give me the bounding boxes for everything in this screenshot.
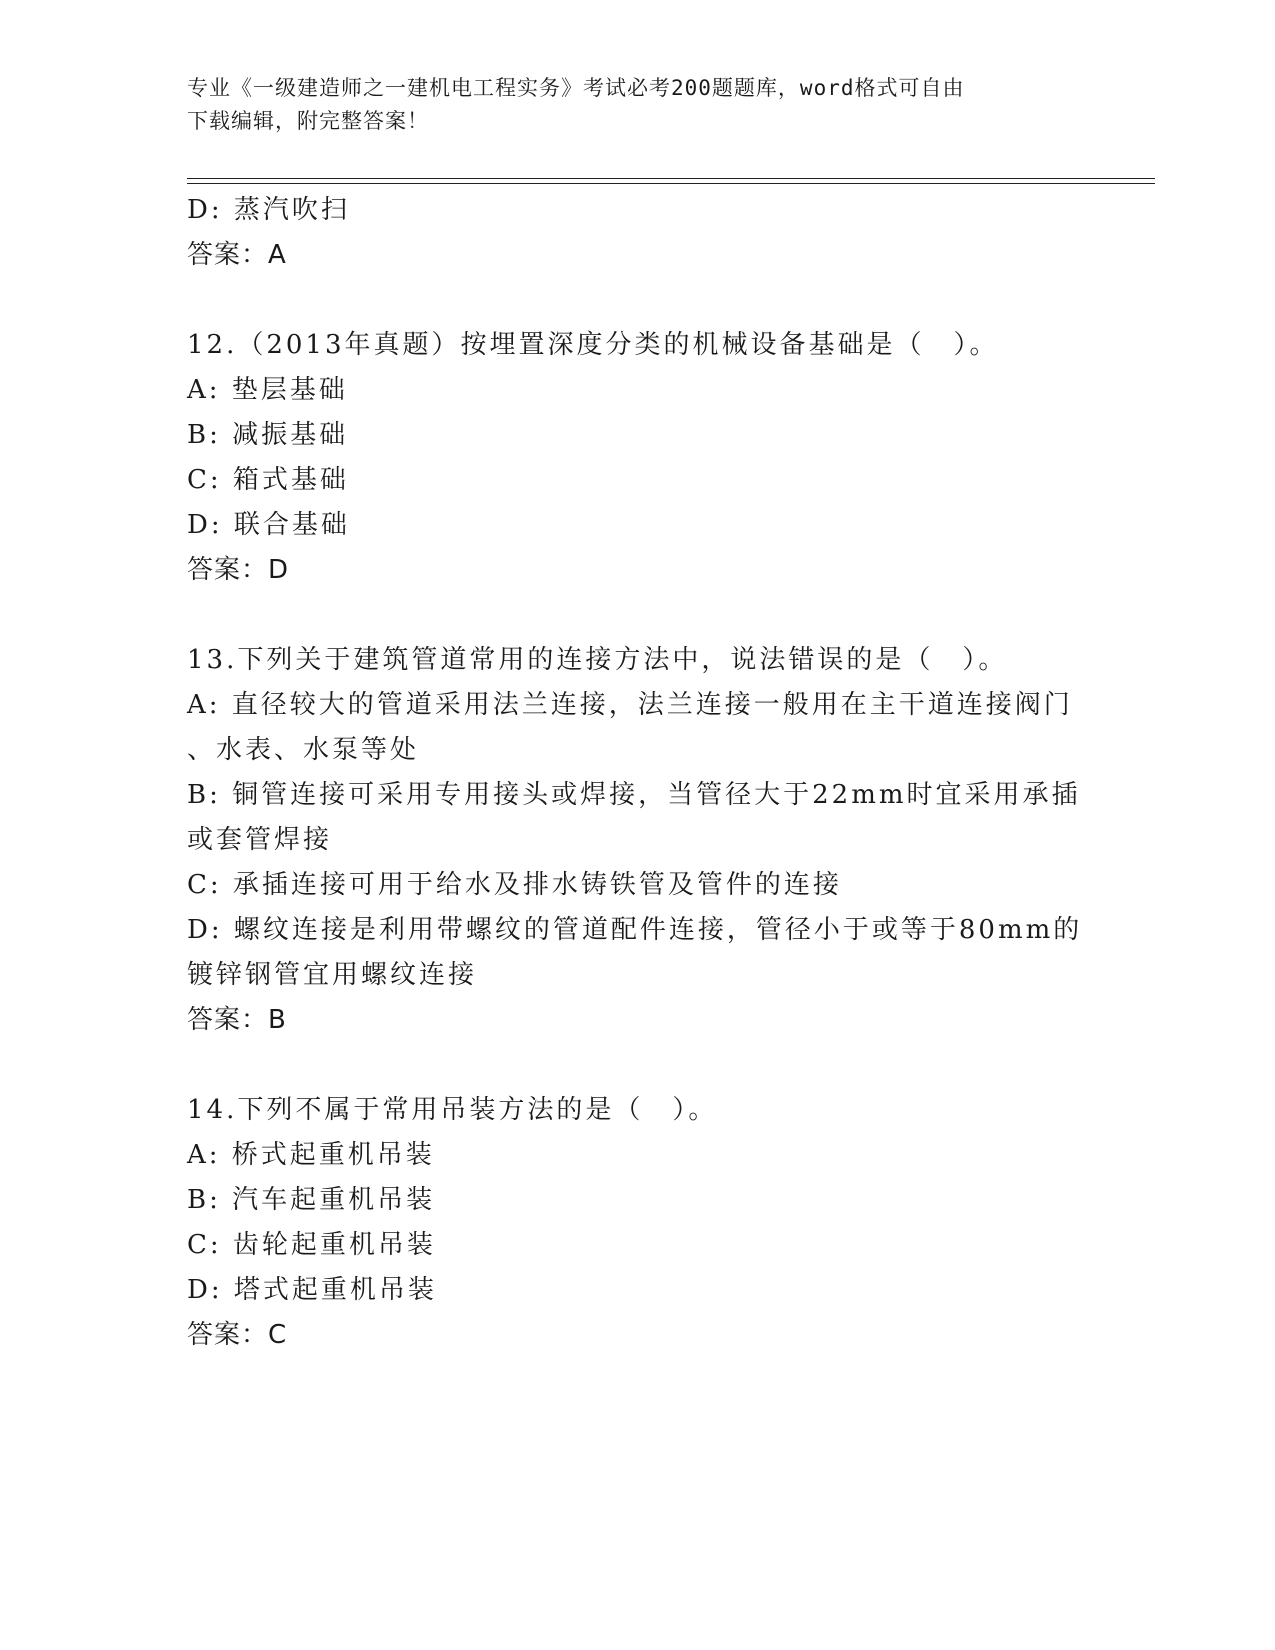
question-text: 13.下列关于建筑管道常用的连接方法中，说法错误的是（ ）。 [187,645,1008,675]
answer: 答案：C [187,1320,288,1350]
option-d: D: 蒸汽吹扫 [187,195,350,225]
header-line-2: 下载编辑，附完整答案！ [187,109,429,133]
question-text: 12.（2013年真题）按埋置深度分类的机械设备基础是（ ）。 [187,330,999,360]
answer: 答案：D [187,555,290,585]
answer: 答案：A [187,240,287,270]
document-body [187,188,1087,1358]
option-d: D: 塔式起重机吊装 [187,1275,437,1305]
option-a: A: 垫层基础 [187,375,348,405]
option-c: C: 齿轮起重机吊装 [187,1230,436,1260]
question-12 [187,323,1087,593]
page-header [187,72,1067,138]
option-d: D: 联合基础 [187,510,350,540]
question-13 [187,638,1087,1043]
question-text: 14.下列不属于常用吊装方法的是（ ）。 [187,1095,718,1125]
option-d: D: 螺纹连接是利用带螺纹的管道配件连接，管径小于或等于80mm的 [187,915,1083,945]
question-14 [187,1088,1087,1358]
option-b: B: 减振基础 [187,420,349,450]
option-b: B: 汽车起重机吊装 [187,1185,436,1215]
option-a-continued: 、水表、水泵等处 [187,735,420,765]
answer: 答案：B [187,1005,287,1035]
question-11-tail [187,188,1087,278]
option-a: A: 桥式起重机吊装 [187,1140,435,1170]
header-divider-bottom [187,183,1155,184]
option-c: C: 承插连接可用于给水及排水铸铁管及管件的连接 [187,870,842,900]
option-b-continued: 或套管焊接 [187,825,333,855]
option-d-continued: 镀锌钢管宜用螺纹连接 [187,960,478,990]
option-b: B: 铜管连接可采用专用接头或焊接，当管径大于22mm时宜采用承插 [187,780,1081,810]
option-c: C: 箱式基础 [187,465,349,495]
header-divider-top [187,178,1155,179]
header-line-1: 专业《一级建造师之一建机电工程实务》考试必考200题题库，word格式可自由 [187,76,965,100]
option-a: A: 直径较大的管道采用法兰连接，法兰连接一般用在主干道连接阀门 [187,690,1073,720]
